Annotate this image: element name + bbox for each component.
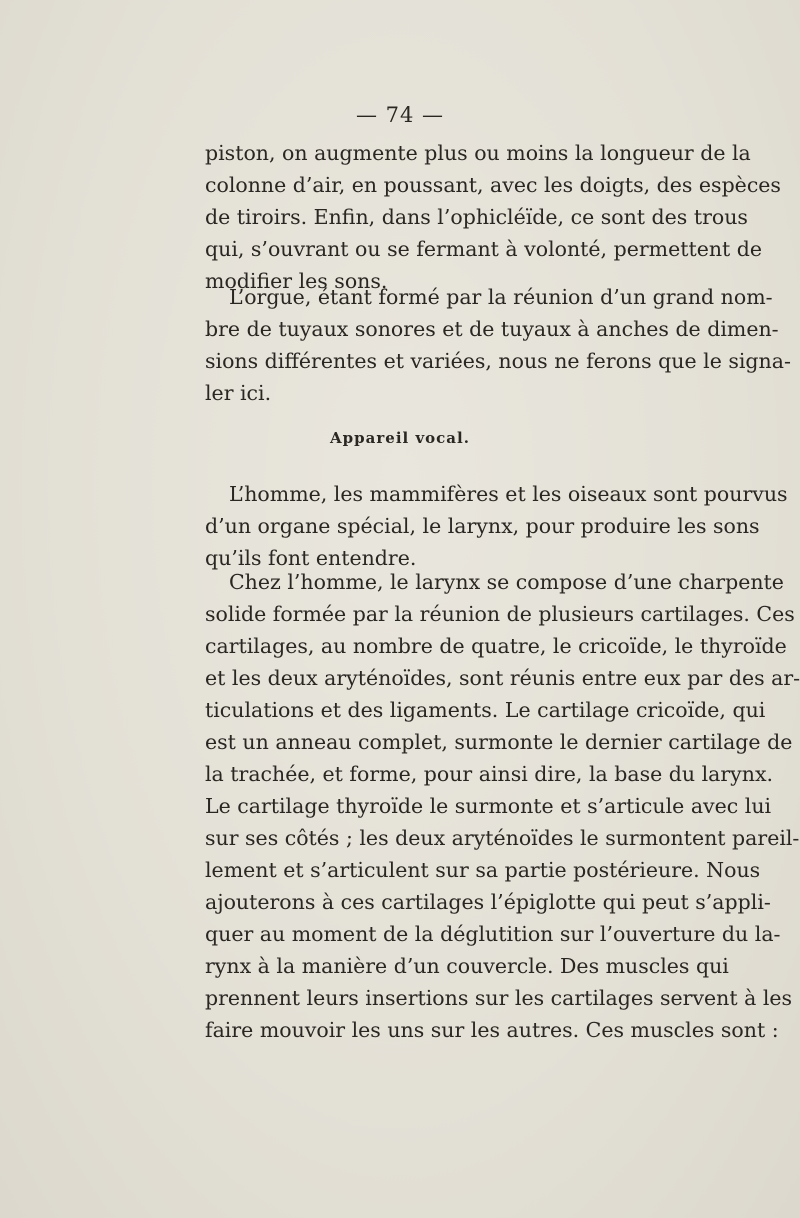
text-line: lement et s’articulent sur sa partie postérieure. Nous [205, 858, 761, 882]
text-line: bre de tuyaux sonores et de tuyaux à anches de dimen- [205, 317, 779, 341]
text-line: cartilages, au nombre de quatre, le cricoïde, le thyroïde [205, 634, 787, 658]
text-line: solide formée par la réunion de plusieurs cartilages. Ces [205, 602, 795, 626]
page-number: — 74 — [355, 103, 445, 127]
text-line: modifier les sons. [205, 269, 388, 293]
section-title: Appareil vocal. [330, 429, 470, 447]
text-line: prennent leurs insertions sur les cartilages servent à les [205, 986, 793, 1010]
text-line: faire mouvoir les uns sur les autres. Ces muscles sont : [205, 1018, 779, 1042]
text-line: sions différentes et variées, nous ne ferons que le signa- [205, 349, 791, 373]
text-line: ler ici. [205, 381, 272, 405]
text-line: rynx à la manière d’un couvercle. Des muscles qui [205, 954, 729, 978]
text-line: Chez l’homme, le larynx se compose d’une charpente [229, 570, 784, 594]
text-line: la trachée, et forme, pour ainsi dire, la base du larynx. [205, 762, 774, 786]
text-line: L’homme, les mammifères et les oiseaux sont pourvus [229, 482, 788, 506]
text-line: piston, on augmente plus ou moins la longueur de la [205, 141, 751, 165]
text-line: colonne d’air, en poussant, avec les doigts, des espèces [205, 173, 781, 197]
text-line: qui, s’ouvrant ou se fermant à volonté, permettent de [205, 237, 763, 261]
text-line: de tiroirs. Enfin, dans l’ophicléïde, ce sont des trous [205, 205, 748, 229]
text-line: et les deux aryténoïdes, sont réunis entre eux par des ar- [205, 666, 800, 690]
paragraph [205, 281, 791, 409]
text-line: qu’ils font entendre. [205, 546, 417, 570]
paragraph [205, 478, 788, 574]
text-line: quer au moment de la déglutition sur l’ouverture du la- [205, 922, 781, 946]
paragraph [205, 566, 800, 1046]
text-line: Le cartilage thyroïde le surmonte et s’articule avec lui [205, 794, 772, 818]
text-line: d’un organe spécial, le larynx, pour produire les sons [205, 514, 760, 538]
text-line: est un anneau complet, surmonte le dernier cartilage de [205, 730, 793, 754]
text-line: ticulations et des ligaments. Le cartilage cricoïde, qui [205, 698, 766, 722]
text-line: sur ses côtés ; les deux aryténoïdes le surmontent pareil- [205, 826, 800, 850]
text-line: L’orgue, étant formé par la réunion d’un grand nom- [229, 285, 773, 309]
text-line: ajouterons à ces cartilages l’épiglotte qui peut s’appli- [205, 890, 771, 914]
